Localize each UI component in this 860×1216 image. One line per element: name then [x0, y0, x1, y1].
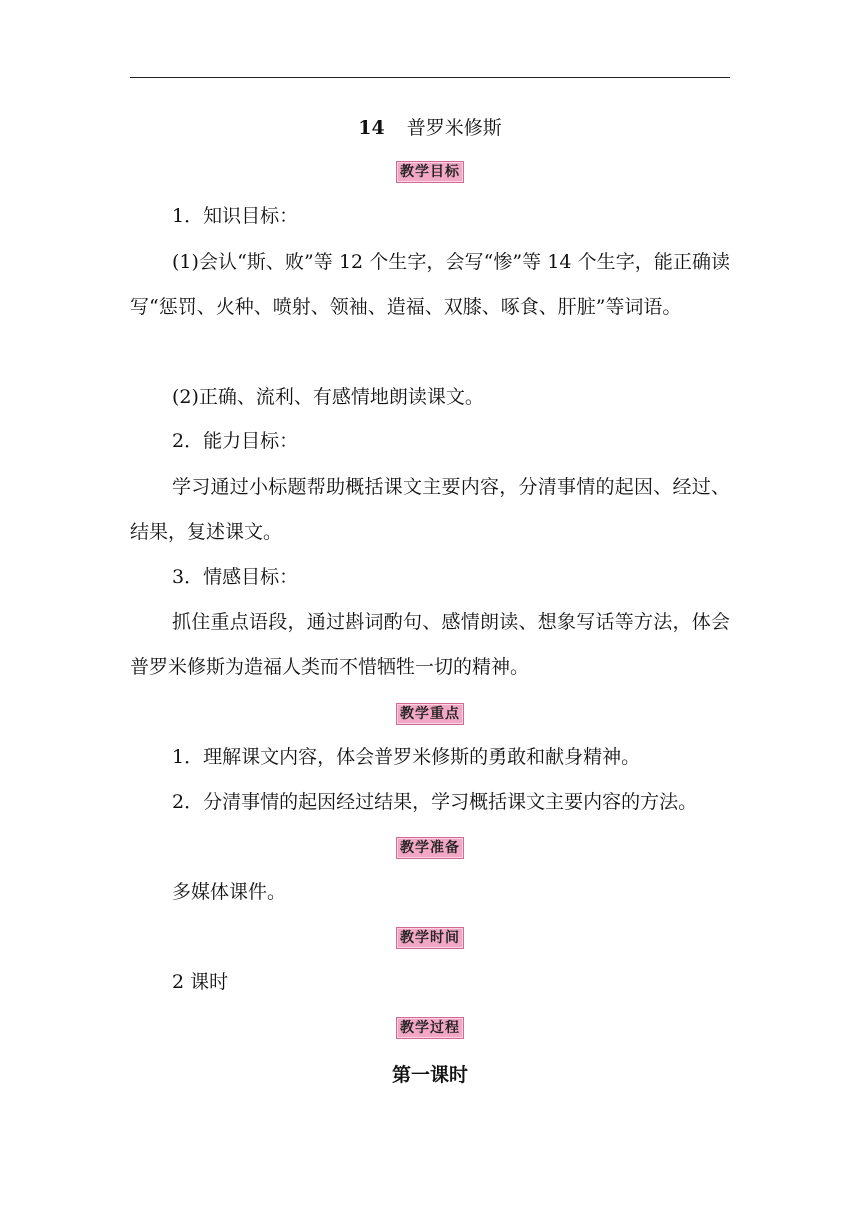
key-point-item-2: 2．分清事情的起因经过结果，学习概括课文主要内容的方法。 — [172, 791, 698, 813]
process-badge: 教学过程 — [396, 1017, 464, 1039]
key-point-item-1: 1．理解课文内容，体会普罗米修斯的勇敢和献身精神。 — [172, 746, 641, 768]
lesson-number: 14 — [358, 117, 385, 139]
process-badge-row — [130, 1017, 730, 1039]
time-text: 2 课时 — [172, 971, 229, 993]
header-rule — [130, 77, 730, 78]
knowledge-item-1: (1)会认“斯、败”等 12 个生字，会写“惨”等 14 个生字，能正确读写“惩罚、火种、喷射、领袖、造福、双膝、啄食、肝脏”等词语。 — [130, 251, 730, 318]
lesson-title-text: 普罗米修斯 — [406, 117, 502, 139]
preparation-text: 多媒体课件。 — [172, 881, 287, 903]
time-badge: 教学时间 — [396, 927, 464, 949]
objectives-badge: 教学目标 — [396, 161, 464, 183]
objectives-badge-row — [130, 161, 730, 183]
key-points-badge-row — [130, 703, 730, 725]
time-badge-row — [130, 927, 730, 949]
emotion-item-1: 抓住重点语段，通过斟词酌句、感情朗读、想象写话等方法，体会普罗米修斯为造福人类而不惜牺牲一切的精神。 — [130, 611, 730, 678]
preparation-badge-row — [130, 837, 730, 859]
emotion-heading: 3．情感目标： — [172, 566, 299, 588]
lesson-title — [130, 114, 730, 142]
knowledge-item-2: (2)正确、流利、有感情地朗读课文。 — [172, 386, 484, 408]
first-lesson-heading: 第一课时 — [391, 1064, 468, 1086]
key-points-badge: 教学重点 — [396, 703, 464, 725]
ability-heading: 2．能力目标： — [172, 430, 299, 452]
ability-item-1: 学习通过小标题帮助概括课文主要内容，分清事情的起因、经过、结果，复述课文。 — [130, 476, 730, 543]
preparation-badge: 教学准备 — [396, 837, 464, 859]
knowledge-heading: 1．知识目标： — [172, 205, 299, 227]
